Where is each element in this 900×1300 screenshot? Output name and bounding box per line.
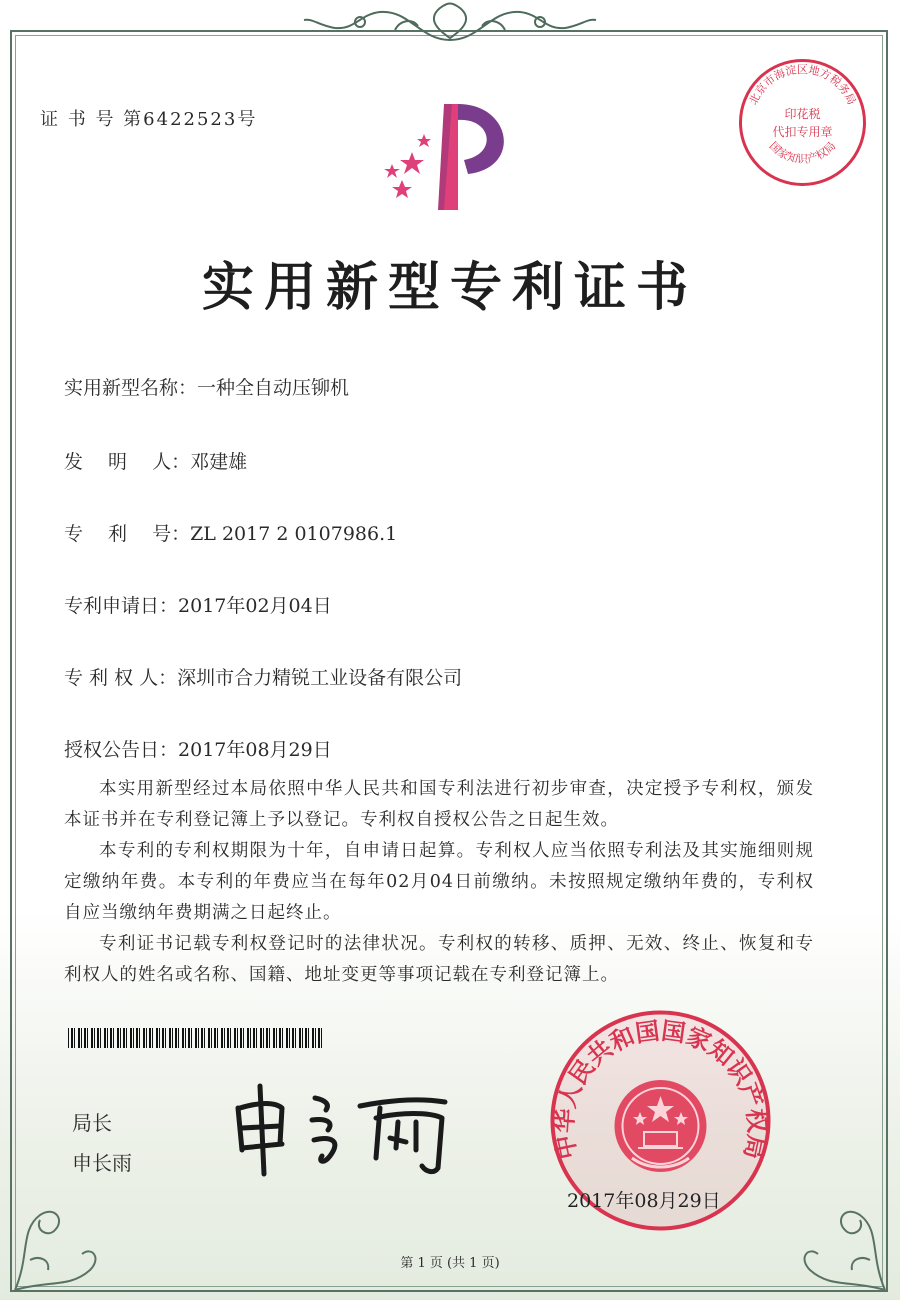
body-paragraph: 本专利的专利权期限为十年，自申请日起算。专利权人应当依照专利法及其实施细则规定缴纳年费。本专利的年费应当在每年02月04日前缴纳。未按照规定缴纳年费的，专利权自应当缴纳年费期满之日起终止。 [64,841,814,923]
field-label: 专利申请日： [64,595,179,617]
field-value: 深圳市合力精锐工业设备有限公司 [177,667,463,689]
tax-seal-line-2: 代扣专用章 [772,125,833,139]
field-label: 授权公告日： [64,739,179,761]
field-value: 邓建雄 [190,451,248,473]
director-title: 局长 [72,1111,112,1135]
certificate-body [64,774,814,991]
field-utility-model-name [64,373,349,400]
field-value: 2017年02月04日 [178,595,332,617]
svg-text:北京市海淀区地方税务局 [747,62,859,107]
svg-text:国家知识产权局 [767,139,839,165]
field-inventor [64,447,247,474]
corner-ornament-bottom-left [10,1160,120,1295]
tax-seal-ring-text: 北京市海淀区地方税务局 [746,62,859,107]
field-patentee [64,663,462,690]
director-signature [230,1078,460,1178]
corner-ornament-bottom-right [780,1160,890,1295]
body-paragraph: 本实用新型经过本局依照中华人民共和国专利法进行初步审查，决定授予专利权，颁发本证书并在专利登记簿上予以登记。专利权自授权公告之日起生效。 [64,779,814,830]
field-label: 专 利 权 人： [64,667,178,689]
issue-date: 2017年08月29日 [567,1190,721,1212]
barcode [68,1028,324,1048]
director-name: 申长雨 [72,1151,132,1175]
field-label: 实用新型名称： [64,377,198,399]
tax-seal-line-1: 印花税 [784,107,821,121]
document-title: 实用新型专利证书 [201,258,698,318]
field-value: 2017年08月29日 [178,739,332,761]
field-application-date [64,591,332,618]
page-footer: 第 1 页 (共 1 页) [400,1256,500,1271]
tax-seal-bottom-text: 国家知识产权局 [766,139,839,166]
top-ornament [300,0,600,48]
field-value: 一种全自动压铆机 [197,377,350,399]
national-emblem-icon [615,1080,707,1172]
field-label: 发 明 人： [64,451,191,473]
field-grant-date [64,735,332,762]
seal-ring-text: 中华人民共和国国家知识产权局 [549,1016,772,1162]
patent-office-logo [372,98,532,218]
tax-stamp-seal [735,55,870,190]
field-label: 专 利 号： [64,523,191,545]
body-paragraph: 专利证书记载专利权登记时的法律状况。专利权的转移、质押、无效、终止、恢复和专利权人的姓名或名称、国籍、地址变更等事项记载在专利登记簿上。 [64,934,814,985]
field-value: ZL 2017 2 0107986.1 [190,523,398,545]
certificate-number: 证 书 号 第6422523号 [40,109,258,130]
field-patent-number [64,519,397,546]
